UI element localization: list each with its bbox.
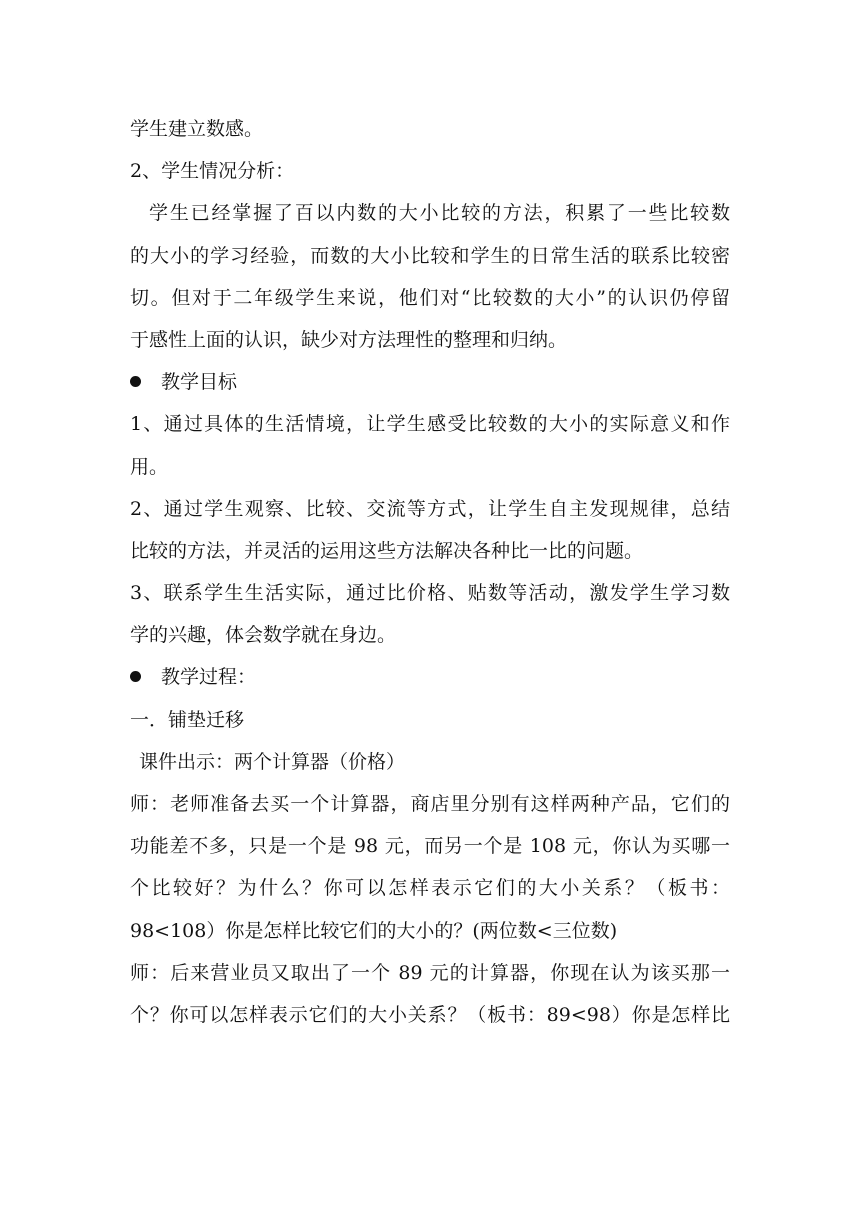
heading-text: 教学目标 [161, 371, 238, 394]
paragraph-line: 师：老师准备去买一个计算器，商店里分别有这样两种产品，它们的 [130, 793, 730, 815]
paragraph-line: 切。但对于二年级学生来说，他们对“比较数的大小”的认识仍停留 [130, 286, 730, 309]
document-body [130, 108, 730, 1036]
paragraph-line: 学生已经掌握了百以内数的大小比较的方法，积累了一些比较数 [149, 202, 730, 225]
goal-item-line: 2、通过学生观察、比较、交流等方式，让学生自主发现规律，总结 [130, 497, 730, 520]
paragraph-line: 98<108）你是怎样比较它们的大小的？(两位数<三位数) [130, 919, 618, 942]
bullet-icon [130, 376, 141, 387]
section-heading-teaching-goals [130, 361, 730, 403]
paragraph-line: 课件出示：两个计算器（价格） [139, 750, 406, 773]
paragraph-line: 个比较好？为什么？你可以怎样表示它们的大小关系？（板书： [130, 877, 730, 900]
paragraph-line: 的大小的学习经验，而数的大小比较和学生的日常生活的联系比较密 [130, 244, 730, 267]
paragraph-line: 师：后来营业员又取出了一个 89 元的计算器，你现在认为该买那一 [130, 961, 730, 984]
text-line: 学生建立数感。 [130, 118, 264, 140]
paragraph-line: 于感性上面的认识，缺少对方法理性的整理和归纳。 [130, 328, 568, 351]
goal-item-line: 比较的方法，并灵活的运用这些方法解决各种比一比的问题。 [130, 539, 644, 562]
subsection-heading: 一．铺垫迁移 [130, 708, 245, 731]
goal-item-line: 学的兴趣，体会数学就在身边。 [130, 624, 397, 647]
goal-item-line: 用。 [130, 455, 169, 478]
paragraph-line: 个？你可以怎样表示它们的大小关系？（板书：89<98）你是怎样比 [130, 1003, 730, 1026]
goal-item-line: 3、联系学生生活实际，通过比价格、贴数等活动，激发学生学习数 [130, 582, 730, 605]
bullet-icon [130, 671, 141, 682]
goal-item-line: 1、通过具体的生活情境，让学生感受比较数的大小的实际意义和作 [130, 413, 730, 436]
heading-text: 教学过程： [161, 666, 257, 689]
paragraph-line: 功能差不多，只是一个是 98 元，而另一个是 108 元，你认为买哪一 [130, 835, 730, 858]
section-heading-teaching-process [130, 656, 730, 698]
section-heading-student-analysis: 2、学生情况分析： [130, 160, 295, 183]
